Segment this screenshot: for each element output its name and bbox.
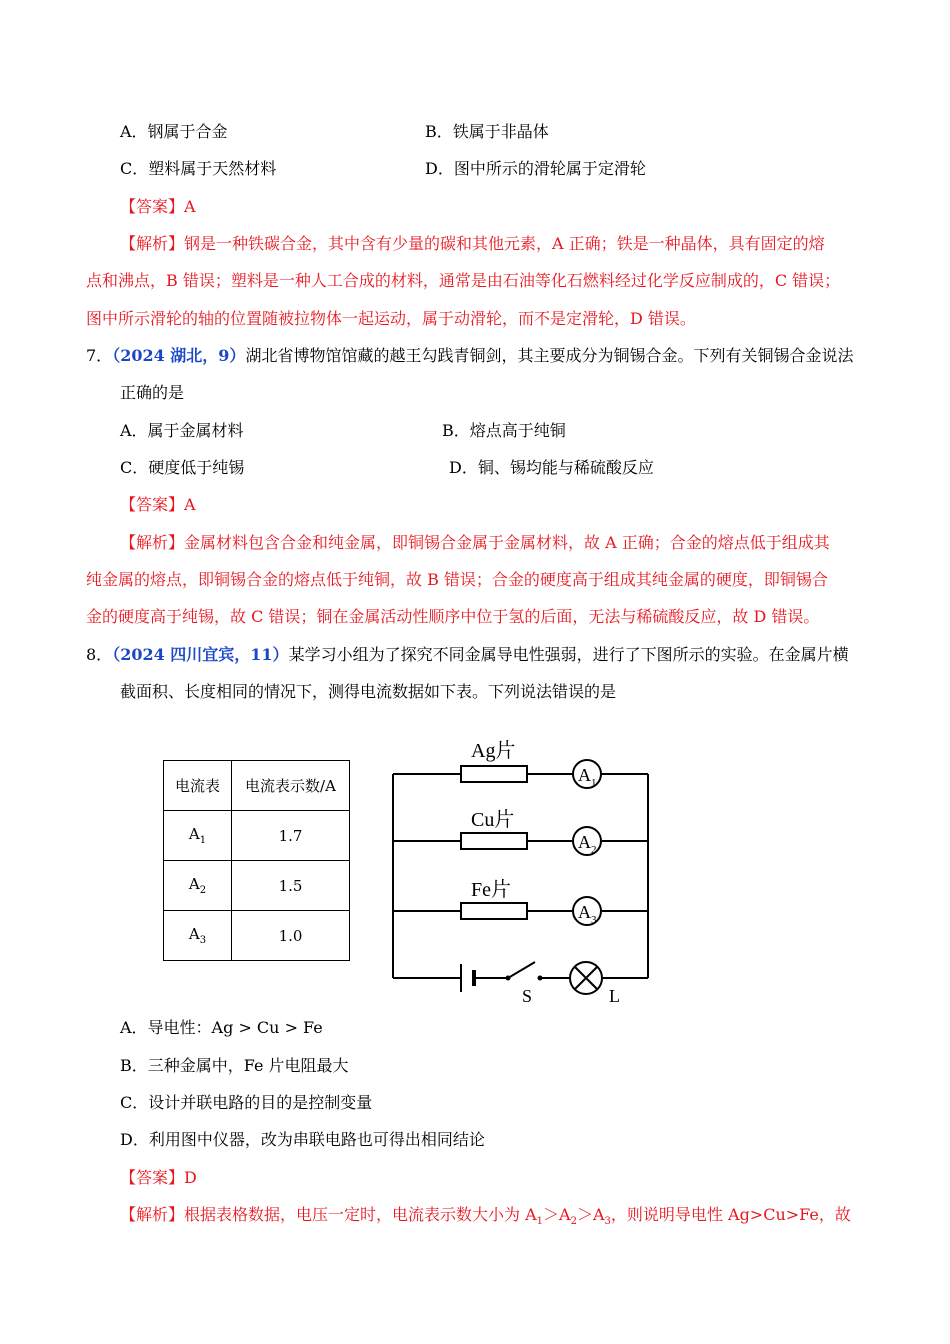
q7-analysis-line-3: 金的硬度高于纯锡，故 C 错误；铜在金属活动性顺序中位于氢的后面，无法与稀硫酸反应，故 D 错误。 [86, 607, 820, 626]
ag-strip-resistor [461, 766, 527, 782]
q7-analysis-line-1 [120, 532, 830, 554]
table-cell-value: 1.5 [232, 861, 350, 911]
ammeter-1-label: $A_1$ [578, 765, 597, 789]
switch-contact [538, 976, 543, 981]
parallel-circuit-diagram [385, 732, 665, 1012]
question-source: （2024 湖北，9） [112, 346, 246, 365]
answer-value: A [184, 495, 196, 514]
answer-value: D [184, 1168, 197, 1187]
analysis-text: 金属材料包含合金和纯金属，即铜锡合金属于金属材料，故 A 正确；合金的熔点低于组成其 [184, 533, 830, 552]
q8-option-a: A．导电性：Ag > Cu > Fe [120, 1018, 323, 1037]
q8-answer [120, 1167, 197, 1189]
current-data-table [163, 760, 350, 961]
q8-option-d: D．利用图中仪器，改为串联电路也可得出相同结论 [120, 1130, 485, 1149]
question-source: （2024 四川宜宾，11） [112, 645, 289, 664]
q6-answer [120, 196, 196, 218]
q8-option-b: B．三种金属中，Fe 片电阻最大 [120, 1056, 349, 1075]
q7-option-d: D．铜、锡均能与稀硫酸反应 [449, 458, 654, 477]
cu-strip-resistor [461, 833, 527, 849]
q7-option-c: C．硬度低于纯锡 [120, 458, 245, 477]
table-header-row [164, 761, 350, 811]
q8-option-c: C．设计并联电路的目的是控制变量 [120, 1093, 373, 1112]
switch-lever [508, 962, 535, 978]
q7-analysis-line-2: 纯金属的熔点，即铜锡合金的熔点低于纯铜，故 B 错误；合金的硬度高于组成其纯金属的硬度，即铜锡合 [86, 570, 828, 589]
question-number: 8． [86, 645, 113, 664]
question-number: 7． [86, 346, 113, 365]
q6-analysis-line-1 [120, 233, 825, 255]
answer-tag: 【答案】 [120, 1168, 185, 1187]
q7-answer [120, 494, 196, 516]
ag-strip-label: Ag片 [471, 740, 516, 762]
q6-option-c: C．塑料属于天然材料 [120, 159, 277, 178]
table-cell-value: 1.7 [232, 811, 350, 861]
fe-strip-resistor [461, 903, 527, 919]
ammeter-3-label: $A_3$ [578, 902, 597, 926]
fe-strip-label: Fe片 [471, 879, 511, 901]
q6-analysis-line-3: 图中所示滑轮的轴的位置随被拉物体一起运动，属于动滑轮，而不是定滑轮，D 错误。 [86, 309, 696, 328]
table-cell-meter: $A_3$ [164, 911, 232, 961]
analysis-tag: 【解析】 [120, 234, 185, 253]
switch-label: S [522, 986, 533, 1006]
q8-analysis-line-1: 【解析】根据表格数据，电压一定时，电流表示数大小为 $A_1>A_2>A_3$，则说明导电性 Ag>Cu>Fe，故 [120, 1205, 851, 1228]
table-row [164, 811, 350, 861]
answer-tag: 【答案】 [120, 197, 185, 216]
table-header-meter: 电流表 [164, 761, 232, 811]
lamp-label: L [609, 986, 620, 1006]
question-stem: 湖北省博物馆馆藏的越王勾践青铜剑，其主要成分为铜锡合金。下列有关铜锡合金说法 [245, 346, 854, 365]
analysis-tag: 【解析】 [120, 533, 185, 552]
table-header-reading: 电流表示数/A [232, 761, 350, 811]
q8-stem-line-2: 截面积、长度相同的情况下，测得电流数据如下表。下列说法错误的是 [120, 682, 617, 701]
table-row [164, 911, 350, 961]
analysis-tag: 【解析】 [120, 1205, 185, 1224]
q6-option-a: A．钢属于合金 [120, 122, 228, 141]
q7-stem-line-2: 正确的是 [120, 383, 185, 402]
q7-option-b: B．熔点高于纯铜 [442, 421, 566, 440]
table-row [164, 861, 350, 911]
table-cell-meter: $A_1$ [164, 811, 232, 861]
cu-strip-label: Cu片 [471, 809, 515, 831]
q6-option-d: D．图中所示的滑轮属于定滑轮 [425, 159, 646, 178]
answer-value: A [184, 197, 196, 216]
table-cell-value: 1.0 [232, 911, 350, 961]
question-stem: 某学习小组为了探究不同金属导电性强弱，进行了下图所示的实验。在金属片横 [288, 645, 849, 664]
analysis-text: 钢是一种铁碳合金，其中含有少量的碳和其他元素，A 正确；铁是一种晶体，具有固定的熔 [184, 234, 825, 253]
q7-stem-line-1 [86, 345, 853, 367]
answer-tag: 【答案】 [120, 495, 185, 514]
switch-contact [506, 976, 511, 981]
q7-option-a: A．属于金属材料 [120, 421, 244, 440]
ammeter-2-label: $A_2$ [578, 832, 597, 856]
q6-option-b: B．铁属于非晶体 [425, 122, 549, 141]
q8-stem-line-1 [86, 644, 849, 666]
table-cell-meter: $A_2$ [164, 861, 232, 911]
q6-analysis-line-2: 点和沸点，B 错误；塑料是一种人工合成的材料，通常是由石油等化石燃料经过化学反应制成的，C 错误； [86, 271, 841, 290]
